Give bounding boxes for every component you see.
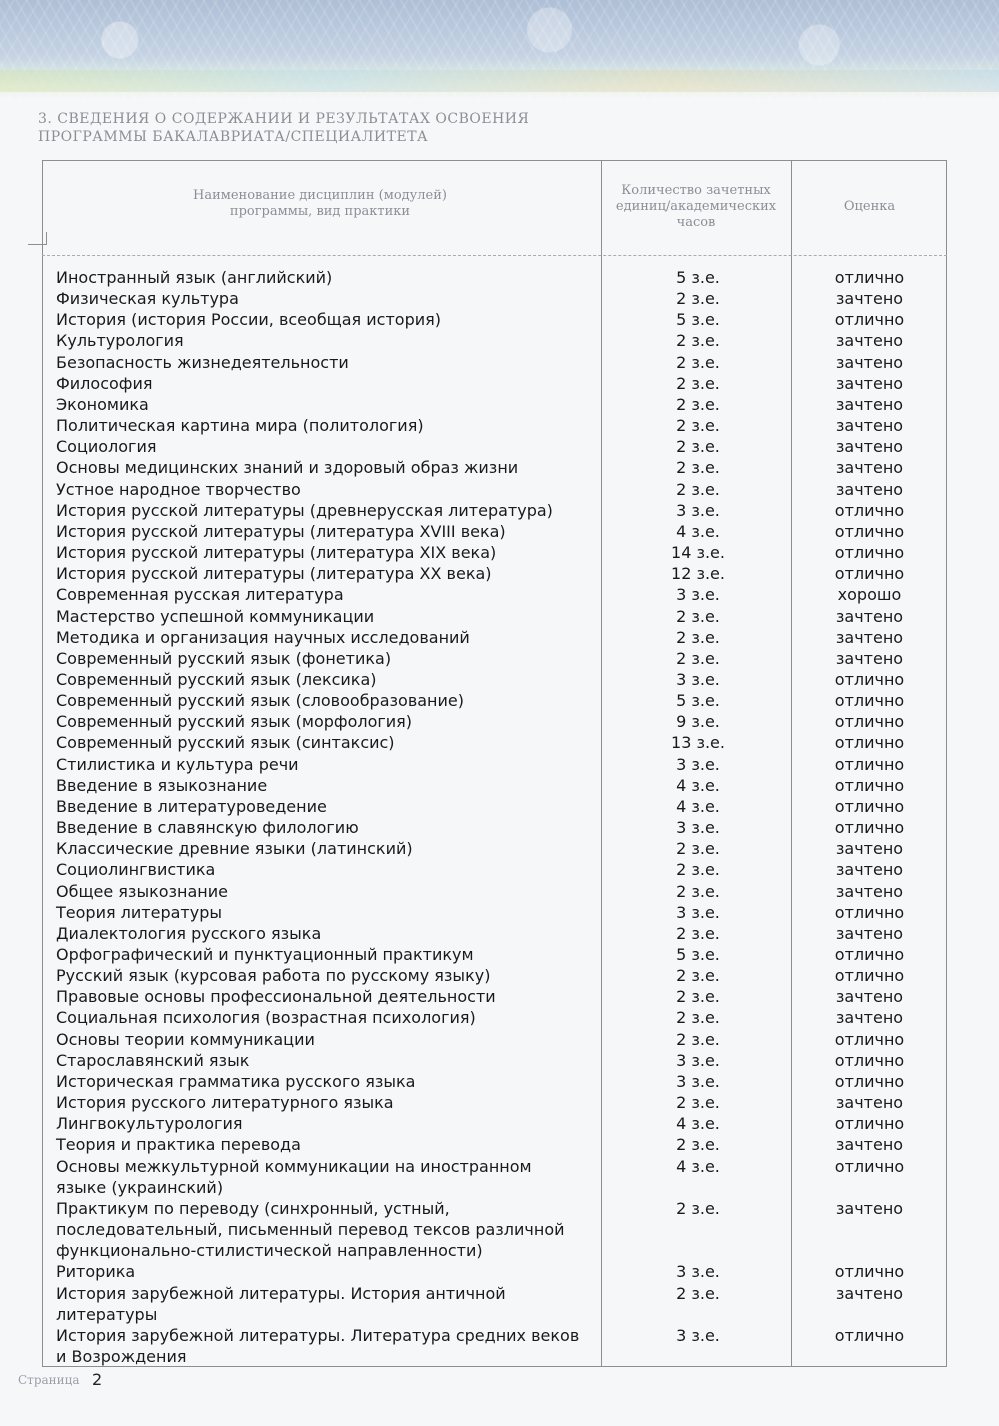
table-row (0, 394, 999, 415)
grade: зачтено (835, 987, 904, 1007)
credit-units: 4 з.е. (676, 775, 720, 795)
discipline-name: Стилистика и культура речи (56, 754, 299, 774)
table-row (0, 732, 999, 753)
credit-units: 2 з.е. (676, 1008, 720, 1028)
table-row (0, 288, 999, 309)
header-separator (42, 255, 947, 256)
table-row (0, 542, 999, 563)
table-row (0, 859, 999, 880)
table-row (0, 775, 999, 796)
table-row (0, 1029, 999, 1050)
discipline-name: Теория и практика перевода (56, 1135, 301, 1155)
grade: зачтено (835, 1198, 904, 1218)
credit-units: 9 з.е. (676, 712, 720, 732)
grade: зачтено (835, 394, 904, 414)
credit-units: 2 з.е. (676, 987, 720, 1007)
section-heading-line1: 3. СВЕДЕНИЯ О СОДЕРЖАНИИ И РЕЗУЛЬТАТАХ ОСВОЕНИЯ (38, 111, 530, 127)
discipline-name: Основы медицинских знаний и здоровый образ жизни (56, 458, 519, 478)
grade: отлично (834, 521, 905, 541)
table-row (0, 1134, 999, 1155)
discipline-name: История русской литературы (древнерусская литература) (56, 500, 553, 520)
table-row (0, 711, 999, 732)
grade: отлично (834, 775, 905, 795)
credit-units: 2 з.е. (676, 331, 720, 351)
table-row (0, 902, 999, 923)
grade: зачтено (835, 923, 904, 943)
table-row (0, 352, 999, 373)
grade: отлично (834, 902, 905, 922)
grade: отлично (834, 500, 905, 520)
credit-units: 4 з.е. (676, 1156, 720, 1176)
credit-units: 14 з.е. (671, 543, 725, 563)
discipline-name: Современная русская литература (56, 585, 344, 605)
discipline-name: Введение в языкознание (56, 775, 268, 795)
credit-units: 2 з.е. (676, 416, 720, 436)
credit-units: 3 з.е. (676, 1325, 720, 1345)
table-row (0, 627, 999, 648)
discipline-name: Социология (56, 437, 157, 457)
credit-units: 3 з.е. (676, 1050, 720, 1070)
table-row (0, 648, 999, 669)
grade: зачтено (835, 458, 904, 478)
credit-units: 3 з.е. (676, 754, 720, 774)
credit-units: 2 з.е. (676, 1135, 720, 1155)
discipline-name: Культурология (56, 331, 184, 351)
grade: отлично (834, 796, 905, 816)
credit-units: 2 з.е. (676, 881, 720, 901)
grade: отлично (834, 712, 905, 732)
discipline-name: Философия (56, 373, 153, 393)
credit-units: 3 з.е. (676, 585, 720, 605)
grade: отлично (834, 310, 905, 330)
header-grade: Оценка (843, 199, 896, 214)
discipline-name: Введение в славянскую филологию (56, 818, 359, 838)
discipline-name: Современный русский язык (фонетика) (56, 648, 392, 668)
grade: зачтено (835, 627, 904, 647)
discipline-name: Основы теории коммуникации (56, 1029, 315, 1049)
credit-units: 3 з.е. (676, 818, 720, 838)
discipline-name: Иностранный язык (английский) (56, 268, 333, 287)
grade: зачтено (835, 352, 904, 372)
grade: отлично (834, 564, 905, 584)
discipline-name: Историческая грамматика русского языка (56, 1071, 416, 1091)
table-row (0, 330, 999, 351)
credit-units: 5 з.е. (676, 310, 720, 330)
discipline-name: Введение в литературоведение (56, 796, 327, 816)
discipline-name-line: функционально-стилистической направленности) (56, 1241, 483, 1261)
grade: зачтено (835, 839, 904, 859)
credit-units: 2 з.е. (676, 373, 720, 393)
table-row (0, 1283, 999, 1325)
discipline-name: Современный русский язык (синтаксис) (56, 733, 395, 753)
grade: отлично (834, 1262, 905, 1282)
table-row (0, 944, 999, 965)
grade: зачтено (835, 1283, 904, 1303)
credit-units: 2 з.е. (676, 1093, 720, 1113)
table-row (0, 479, 999, 500)
credit-units: 2 з.е. (676, 1029, 720, 1049)
grade: отлично (834, 669, 905, 689)
discipline-name: Современный русский язык (морфология) (56, 712, 413, 732)
credit-units: 2 з.е. (676, 437, 720, 457)
grade: зачтено (835, 860, 904, 880)
grade: отлично (834, 818, 905, 838)
grade: отлично (834, 691, 905, 711)
discipline-name: Классические древние языки (латинский) (56, 839, 413, 859)
discipline-name-line: и Возрождения (56, 1346, 187, 1366)
table-row (0, 500, 999, 521)
table-row (0, 373, 999, 394)
credit-units: 2 з.е. (676, 923, 720, 943)
discipline-name (56, 1198, 604, 1261)
security-pattern-band (0, 0, 999, 100)
table-row (0, 1071, 999, 1092)
table-row (0, 817, 999, 838)
discipline-name: Лингвокультурология (56, 1114, 243, 1134)
table-row (0, 1156, 999, 1198)
table-row (0, 1092, 999, 1113)
credit-units: 2 з.е. (676, 352, 720, 372)
discipline-name: Общее языкознание (56, 881, 228, 901)
discipline-name: История русского литературного языка (56, 1093, 394, 1113)
table-corner-mark (28, 232, 47, 245)
credit-units: 3 з.е. (676, 500, 720, 520)
grade: зачтено (835, 289, 904, 309)
credit-units: 5 з.е. (676, 691, 720, 711)
table-row (0, 1113, 999, 1134)
credit-units: 5 з.е. (676, 945, 720, 964)
discipline-name: Орфографический и пунктуационный практикум (56, 945, 474, 964)
credit-units: 13 з.е. (671, 733, 725, 753)
grade: зачтено (835, 331, 904, 351)
discipline-name: История русской литературы (литература XX века) (56, 564, 492, 584)
credit-units: 12 з.е. (671, 564, 725, 584)
discipline-name: История русской литературы (литература XIX века) (56, 543, 497, 563)
credit-units: 2 з.е. (676, 966, 720, 986)
section-heading-line2: ПРОГРАММЫ БАКАЛАВРИАТА/СПЕЦИАЛИТЕТА (38, 129, 429, 145)
discipline-name (56, 1325, 604, 1367)
header-discipline-name: Наименование дисциплин (модулей) программы, вид практики (193, 188, 447, 219)
discipline-name: Социальная психология (возрастная психология) (56, 1008, 476, 1028)
grade: отлично (834, 1071, 905, 1091)
discipline-name: Диалектология русского языка (56, 923, 322, 943)
discipline-name-line: литературы (56, 1304, 158, 1324)
grade: зачтено (835, 373, 904, 393)
table-row (0, 923, 999, 944)
table-row (0, 754, 999, 775)
table-body (0, 267, 999, 1367)
discipline-name: Современный русский язык (лексика) (56, 669, 377, 689)
discipline-name: Современный русский язык (словообразование) (56, 691, 464, 711)
table-row (0, 457, 999, 478)
grade: отлично (834, 1325, 905, 1345)
discipline-name-line: История зарубежной литературы. История античной (56, 1283, 506, 1303)
grade: отлично (834, 1156, 905, 1176)
credit-units: 2 з.е. (676, 289, 720, 309)
grade: отлично (834, 754, 905, 774)
table-row (0, 881, 999, 902)
discipline-name: История русской литературы (литература XVIII века) (56, 521, 506, 541)
table-row (0, 309, 999, 330)
discipline-name (56, 1156, 604, 1198)
table-row (0, 1261, 999, 1282)
grade: отлично (834, 733, 905, 753)
grade: отлично (834, 1029, 905, 1049)
discipline-name: Экономика (56, 394, 149, 414)
table-row (0, 965, 999, 986)
table-row (0, 584, 999, 605)
table-row (0, 669, 999, 690)
grade: зачтено (835, 1008, 904, 1028)
discipline-name: История (история России, всеобщая история) (56, 310, 441, 330)
table-row (0, 606, 999, 627)
discipline-name: Социолингвистика (56, 860, 216, 880)
discipline-name-line: последовательный, письменный перевод тексов различной (56, 1220, 565, 1240)
section-heading (38, 110, 598, 146)
credit-units: 2 з.е. (676, 860, 720, 880)
grade: зачтено (835, 437, 904, 457)
discipline-name: Русский язык (курсовая работа по русскому языку) (56, 966, 491, 986)
credit-units: 3 з.е. (676, 1071, 720, 1091)
table-row (0, 838, 999, 859)
credit-units: 2 з.е. (676, 1283, 720, 1303)
page-label: Страница (18, 1373, 80, 1387)
grade: зачтено (835, 606, 904, 626)
grade: зачтено (835, 648, 904, 668)
table-row (0, 1325, 999, 1367)
grade: зачтено (835, 1135, 904, 1155)
discipline-name: Мастерство успешной коммуникации (56, 606, 375, 626)
discipline-name: Риторика (56, 1262, 136, 1282)
credit-units: 5 з.е. (676, 268, 720, 287)
grade: зачтено (835, 416, 904, 436)
discipline-name: Устное народное творчество (56, 479, 301, 499)
credit-units: 2 з.е. (676, 606, 720, 626)
credit-units: 3 з.е. (676, 902, 720, 922)
credit-units: 4 з.е. (676, 796, 720, 816)
credit-units: 2 з.е. (676, 839, 720, 859)
table-row (0, 690, 999, 711)
grade: отлично (834, 268, 905, 287)
table-row (0, 986, 999, 1007)
credit-units: 4 з.е. (676, 521, 720, 541)
grade: зачтено (835, 1093, 904, 1113)
grade: зачтено (835, 881, 904, 901)
discipline-name (56, 1283, 604, 1325)
header-credit-units: Количество зачетных единиц/академических часов (615, 183, 777, 230)
credit-units: 3 з.е. (676, 1262, 720, 1282)
table-row (0, 563, 999, 584)
discipline-name-line: языке (украинский) (56, 1177, 224, 1197)
credit-units: 2 з.е. (676, 479, 720, 499)
discipline-name-line: История зарубежной литературы. Литература средних веков (56, 1325, 580, 1345)
discipline-name: Старославянский язык (56, 1050, 250, 1070)
credit-units: 2 з.е. (676, 627, 720, 647)
table-row (0, 436, 999, 457)
credit-units: 2 з.е. (676, 458, 720, 478)
credit-units: 2 з.е. (676, 1198, 720, 1218)
grade: отлично (834, 1050, 905, 1070)
credit-units: 2 з.е. (676, 648, 720, 668)
discipline-name: Политическая картина мира (политология) (56, 416, 424, 436)
table-row (0, 415, 999, 436)
discipline-name: Теория литературы (56, 902, 222, 922)
discipline-name: Правовые основы профессиональной деятельности (56, 987, 496, 1007)
grade: отлично (834, 1114, 905, 1134)
discipline-name-line: Практикум по переводу (синхронный, устный, (56, 1198, 450, 1218)
page-number: 2 (92, 1370, 103, 1389)
discipline-name: Физическая культура (56, 289, 239, 309)
discipline-name-line: Основы межкультурной коммуникации на иностранном (56, 1156, 532, 1176)
credit-units: 4 з.е. (676, 1114, 720, 1134)
table-row (0, 796, 999, 817)
grade: хорошо (837, 585, 902, 605)
discipline-name: Методика и организация научных исследований (56, 627, 470, 647)
grade: зачтено (835, 479, 904, 499)
table-row (0, 267, 999, 288)
grade: отлично (834, 966, 905, 986)
discipline-name: Безопасность жизнедеятельности (56, 352, 349, 372)
grade: отлично (834, 945, 905, 964)
table-row (0, 1007, 999, 1028)
credit-units: 2 з.е. (676, 394, 720, 414)
grade: отлично (834, 543, 905, 563)
credit-units: 3 з.е. (676, 669, 720, 689)
table-row (0, 1198, 999, 1261)
table-row (0, 521, 999, 542)
table-row (0, 1050, 999, 1071)
